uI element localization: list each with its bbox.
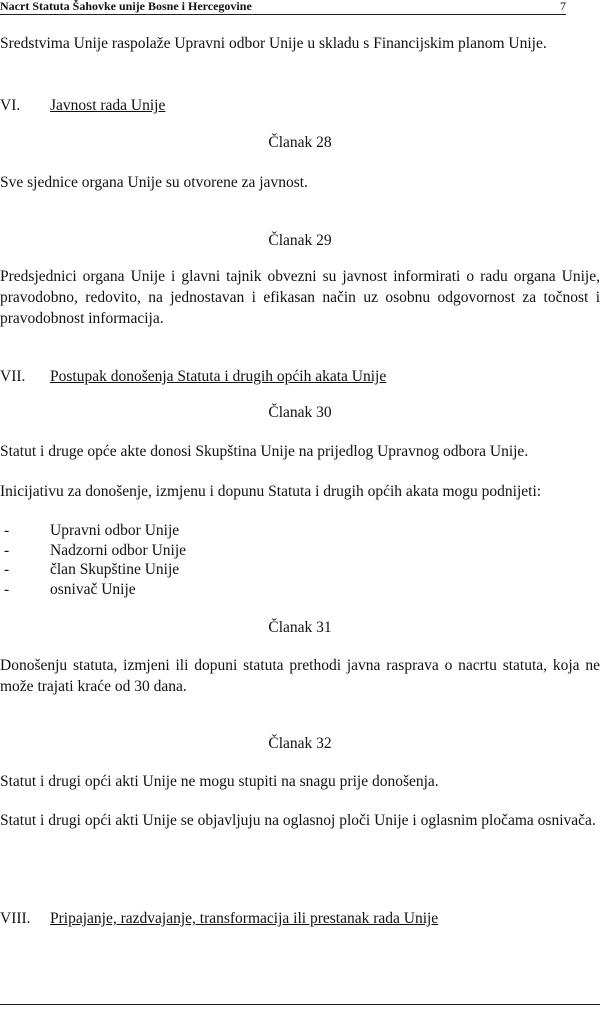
article-28-heading: Članak 28 [268,134,332,151]
article-30-heading: Članak 30 [268,404,332,421]
article-29-heading: Članak 29 [268,232,332,249]
section-title: Pripajanje, razdvajanje, transformacija ili prestanak rada Unije [50,910,439,927]
section-number: VI. [0,97,21,114]
intro-paragraph: Sredstvima Unije raspolaže Upravni odbor Unije u skladu s Financijskim planom Unije. [0,35,547,52]
section-title: Postupak donošenja Statuta i drugih općih akata Unije [50,368,387,385]
article-30-text-1: Statut i druge opće akte donosi Skupština Unije na prijedlog Upravnog odbora Unije. [0,443,529,460]
section-vi-heading [0,95,600,116]
list-dash: - [4,522,10,539]
section-viii-heading [0,908,600,929]
section-number: VIII. [0,910,31,927]
article-30-text-2: Inicijativu za donošenje, izmjenu i dopunu Statuta i drugih općih akata mogu podnijeti: [0,483,542,500]
article-28-text: Sve sjednice organa Unije su otvorene za javnost. [0,174,308,191]
list-item-text: Upravni odbor Unije [50,522,180,539]
page-header [0,0,566,15]
list-dash: - [4,542,10,559]
list-dash: - [4,581,10,598]
list-item-text: član Skupštine Unije [50,561,180,578]
document-title: Nacrt Statuta Šahovke unije Bosne i Hercegovine [0,0,252,13]
article-32-text-1: Statut i drugi opći akti Unije ne mogu stupiti na snagu prije donošenja. [0,773,439,790]
page-number: 7 [560,0,566,13]
section-title: Javnost rada Unije [50,97,166,114]
article-32-heading: Članak 32 [268,735,332,752]
section-number: VII. [0,368,26,385]
list-dash: - [4,561,10,578]
article-29-text: Predsjednici organa Unije i glavni tajnik obvezni su javnost informirati o radu organa Unije, pravodobno, redovito, na jednostavan i efikasan način uz osobnu odgovornost za točnost i pravodobnost informacija. [0,268,600,327]
article-31-heading: Članak 31 [268,619,332,636]
list-item-text: osnivač Unije [50,581,136,598]
article-31-text: Donošenju statuta, izmjeni ili dopuni statuta prethodi javna rasprava o nacrtu statuta, koja ne može trajati kraće od 30 dana. [0,657,600,695]
list-item-text: Nadzorni odbor Unije [50,542,187,559]
section-vii-heading [0,366,600,387]
footer-rule [0,1004,600,1005]
article-32-text-2: Statut i drugi opći akti Unije se objavljuju na oglasnoj ploči Unije i oglasnim pločama osnivača. [0,812,596,829]
